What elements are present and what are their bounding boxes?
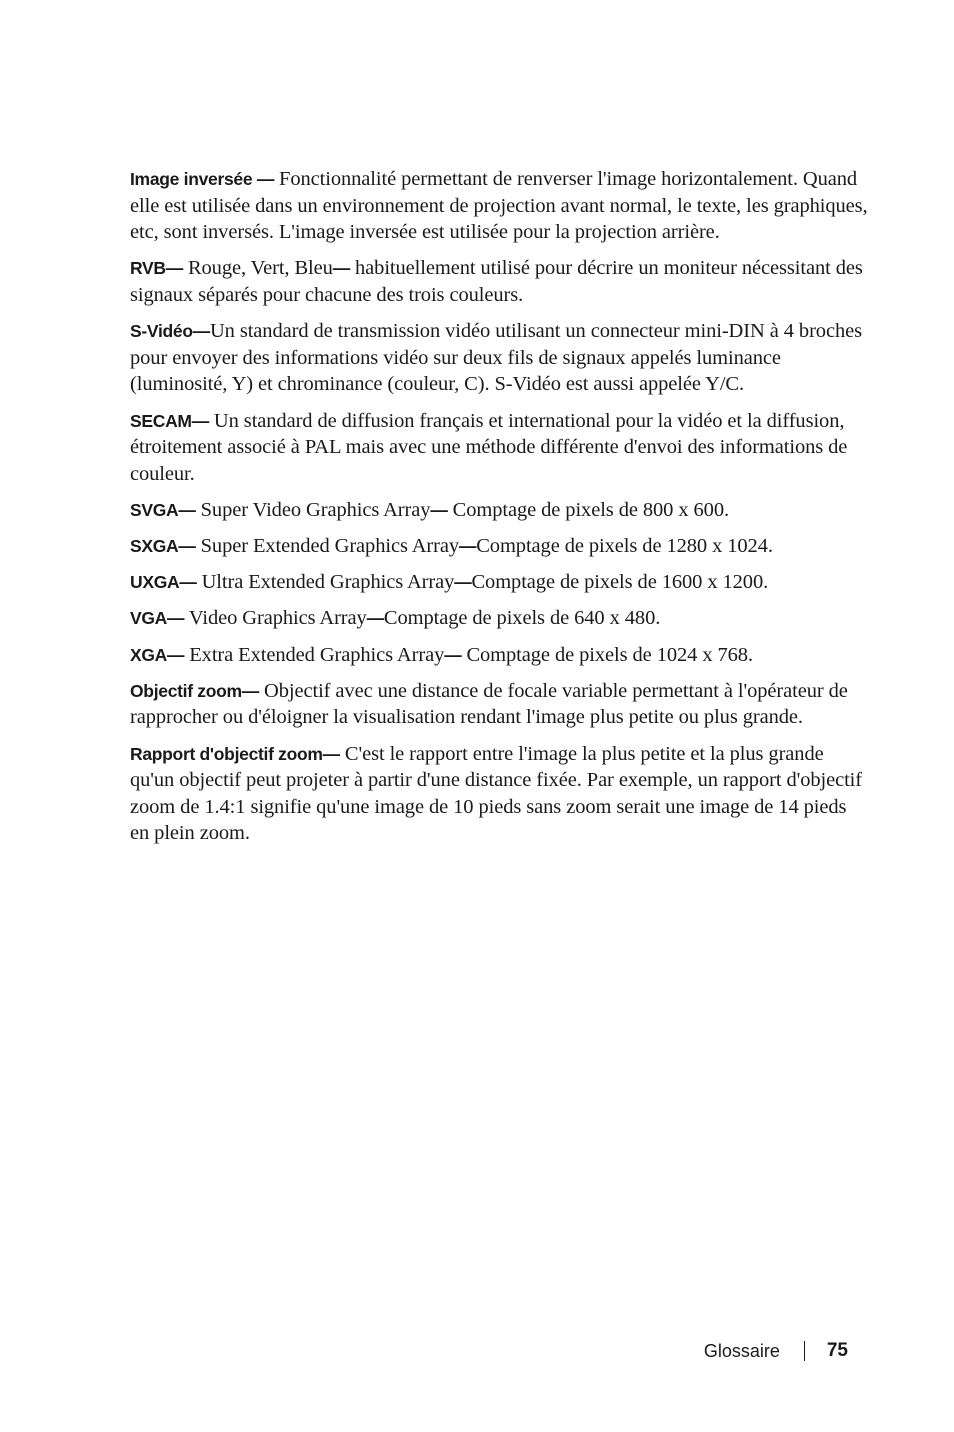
- glossary-term: XGA—: [130, 644, 185, 665]
- em-dash: —: [444, 644, 462, 665]
- glossary-term: Objectif zoom—: [130, 680, 259, 701]
- glossary-definition: Comptage de pixels de 800 x 600.: [447, 498, 730, 521]
- glossary-term: RVB—: [130, 258, 183, 279]
- em-dash: —: [459, 536, 477, 557]
- glossary-definition: Comptage de pixels de 1600 x 1200.: [471, 571, 769, 594]
- glossary-term: SECAM—: [130, 410, 209, 431]
- em-dash: —: [366, 608, 384, 629]
- glossary-entry: [130, 533, 870, 560]
- footer-divider: [804, 1341, 805, 1361]
- glossary-term: SVGA—: [130, 499, 196, 520]
- glossary-entry: [130, 497, 870, 524]
- glossary-content: [130, 166, 870, 857]
- glossary-definition: Comptage de pixels de 1280 x 1024.: [476, 535, 773, 558]
- glossary-definition: Super Extended Graphics Array: [195, 535, 460, 558]
- glossary-definition: Video Graphics Array: [184, 607, 367, 630]
- glossary-definition: Extra Extended Graphics Array: [184, 643, 445, 666]
- em-dash: —: [332, 258, 350, 279]
- page-footer: [704, 1336, 848, 1366]
- glossary-definition: Super Video Graphics Array: [195, 498, 431, 521]
- glossary-term: UXGA—: [130, 572, 197, 593]
- glossary-entry: [130, 605, 870, 632]
- glossary-definition: habituellement utilisé pour décrire un moniteur nécessitant des signaux séparés pour chacune des trois couleurs.: [130, 257, 863, 306]
- glossary-term: S-Vidéo—: [130, 321, 210, 342]
- page-number: 75: [826, 1340, 848, 1361]
- glossary-definition: Objectif avec une distance de focale variable permettant à l'opérateur de rapprocher ou d'éloigner la visualisation rendant l'image plus petite ou plus grande.: [130, 679, 848, 729]
- glossary-entry: [130, 318, 870, 398]
- glossary-entry: [130, 408, 870, 488]
- glossary-definition: Comptage de pixels de 640 x 480.: [383, 607, 661, 630]
- em-dash: —: [430, 499, 448, 520]
- glossary-term: Image inversée —: [130, 169, 275, 189]
- glossary-definition: C'est le rapport entre l'image la plus petite et la plus grande qu'un objectif peut projeter à partir d'une distance fixée. Par exemple, un rapport d'objectif zoom de 1.4:1 signifie qu'une image de 10 pieds sans zoom serait une image de 14 pieds en plein zoom.: [130, 742, 863, 845]
- glossary-entry: [130, 642, 870, 669]
- glossary-entry: [130, 569, 870, 596]
- glossary-definition: Comptage de pixels de 1024 x 768.: [461, 643, 753, 666]
- glossary-term: Rapport d'objectif zoom—: [130, 743, 340, 764]
- glossary-definition: Ultra Extended Graphics Array: [196, 571, 455, 594]
- section-name: Glossaire: [703, 1341, 780, 1361]
- glossary-entry: [130, 255, 870, 308]
- glossary-entry: [130, 166, 870, 246]
- glossary-entry: [130, 678, 870, 731]
- glossary-definition: Un standard de transmission vidéo utilisant un connecteur mini-DIN à 4 broches pour envoyer des informations vidéo sur deux fils de signaux appelés luminance (luminosité, Y) et chrominance (couleur, C). S-Vidéo est aussi appelée Y/C.: [130, 320, 862, 396]
- glossary-definition: Rouge, Vert, Bleu: [182, 257, 333, 280]
- glossary-definition: Un standard de diffusion français et international pour la vidéo et la diffusion, étroitement associé à PAL mais avec une méthode différente d'envoi des informations de couleur.: [130, 409, 848, 485]
- glossary-term: SXGA—: [130, 536, 196, 557]
- glossary-definition: Fonctionnalité permettant de renverser l'image horizontalement. Quand elle est utilisée dans un environnement de projection avant normal, le texte, les graphiques, etc, sont inversés. L'image inversée est utilisée pour la projection arrière.: [130, 168, 868, 244]
- em-dash: —: [454, 572, 472, 593]
- glossary-term: VGA—: [130, 608, 185, 629]
- glossary-entry: [130, 741, 870, 847]
